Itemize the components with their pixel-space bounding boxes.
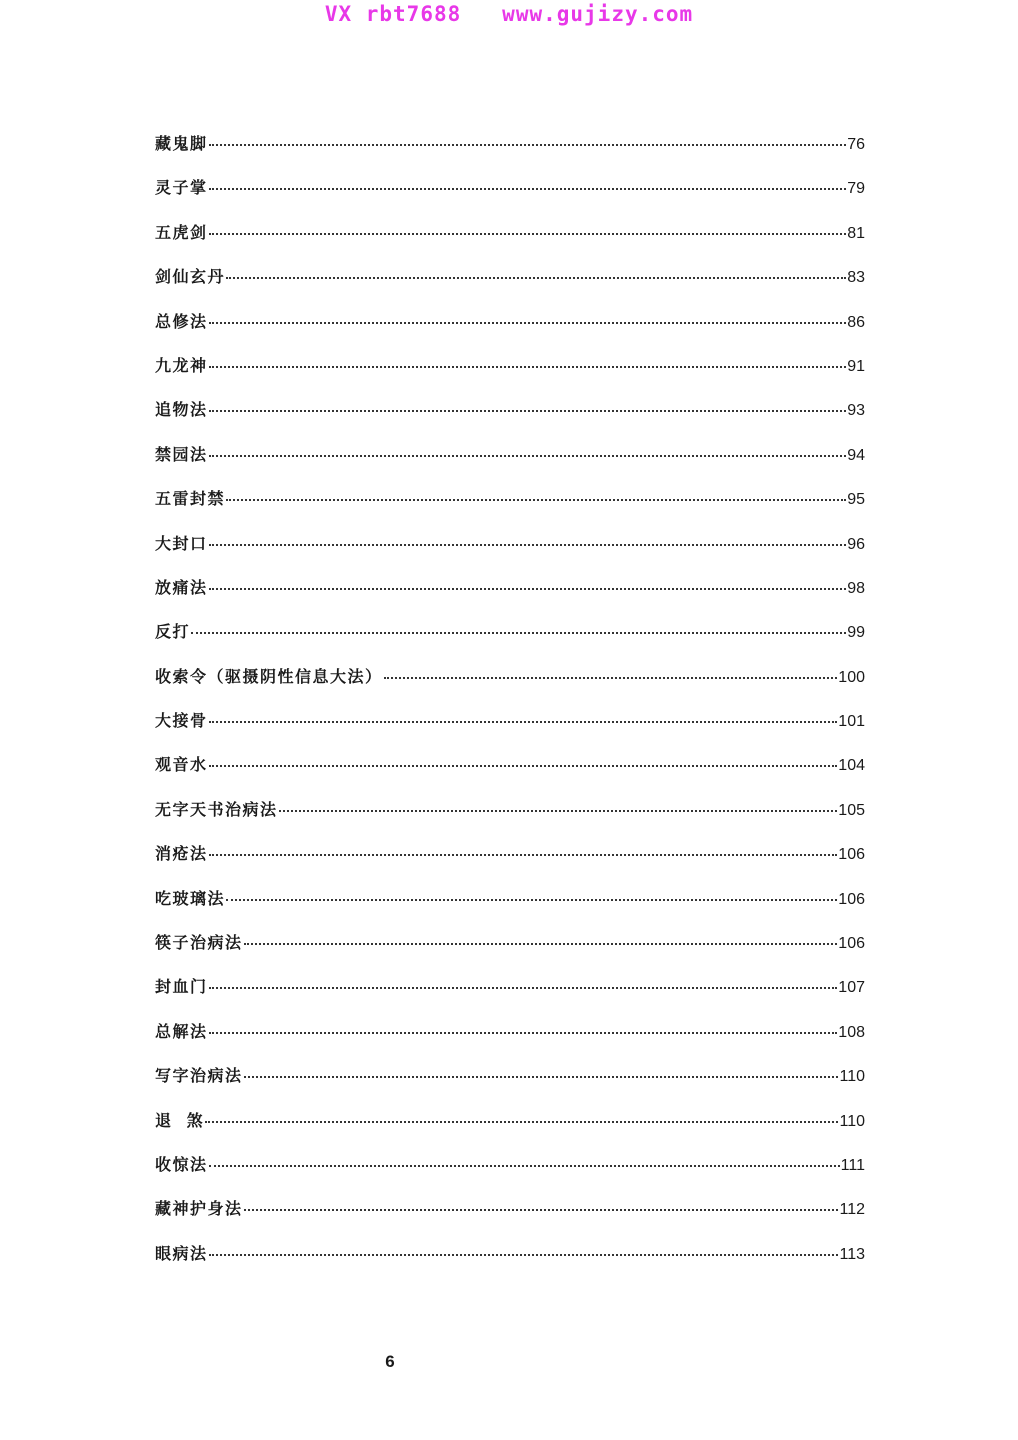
toc-entry-title: 五雷封禁 [155, 489, 226, 509]
dot-leader [209, 986, 838, 989]
toc-entry[interactable] [155, 344, 865, 388]
toc-entry-page: 101 [838, 713, 865, 731]
toc-entry-title: 追物法 [155, 400, 208, 420]
toc-entry-title: 眼病法 [155, 1243, 208, 1263]
toc-entry-page: 83 [847, 269, 865, 287]
dot-leader [209, 321, 847, 324]
dot-leader [209, 143, 847, 146]
dot-leader [209, 232, 847, 235]
toc-entry[interactable] [155, 877, 865, 921]
toc-entry-title: 藏鬼脚 [155, 134, 208, 153]
toc-entry[interactable] [155, 743, 865, 787]
toc-entry[interactable] [155, 522, 865, 566]
toc-entry-title: 大接骨 [155, 711, 208, 731]
toc-entry[interactable] [155, 1232, 865, 1276]
toc-entry-title: 消疮法 [155, 844, 208, 864]
toc-entry-page: 98 [847, 579, 865, 597]
toc-entry-page: 86 [847, 313, 865, 331]
toc-entry[interactable] [155, 655, 865, 699]
dot-leader [384, 676, 838, 679]
toc-entry-title: 写字治病法 [155, 1066, 243, 1086]
toc-entry[interactable] [155, 1099, 865, 1143]
table-of-contents [155, 122, 865, 1276]
dot-leader [226, 898, 837, 901]
toc-entry-page: 76 [847, 136, 865, 153]
toc-entry-title: 禁园法 [155, 444, 208, 464]
toc-entry[interactable] [155, 255, 865, 299]
toc-entry-page: 91 [847, 357, 865, 375]
dot-leader [244, 942, 838, 945]
dot-leader [209, 365, 847, 368]
toc-entry[interactable] [155, 921, 865, 965]
dot-leader [209, 853, 838, 856]
toc-entry[interactable] [155, 300, 865, 344]
toc-entry-title: 大封口 [155, 533, 208, 553]
dot-leader [209, 1031, 838, 1034]
page-number: 6 [385, 1352, 395, 1371]
toc-entry[interactable] [155, 566, 865, 610]
toc-entry-title: 观音水 [155, 755, 208, 775]
dot-leader [209, 454, 847, 457]
toc-entry-page: 105 [838, 801, 865, 819]
dot-leader [226, 276, 846, 279]
toc-entry[interactable] [155, 610, 865, 654]
toc-entry-title: 九龙神 [155, 355, 208, 375]
toc-entry-title: 封血门 [155, 977, 208, 997]
toc-entry[interactable] [155, 211, 865, 255]
toc-entry[interactable] [155, 832, 865, 876]
toc-entry-title: 反打 [155, 622, 191, 642]
toc-entry[interactable] [155, 1054, 865, 1098]
dot-leader [209, 1253, 839, 1256]
toc-entry-page: 110 [839, 1068, 865, 1086]
toc-entry-title: 吃玻璃法 [155, 888, 226, 908]
dot-leader [244, 1208, 839, 1211]
dot-leader [226, 498, 846, 501]
toc-entry[interactable] [155, 122, 865, 166]
toc-entry-title: 总解法 [155, 1021, 208, 1041]
watermark-text: VX rbt7688 www.gujizy.com [324, 2, 694, 26]
dot-leader [209, 587, 847, 590]
toc-entry-page: 111 [840, 1156, 865, 1174]
toc-entry[interactable] [155, 965, 865, 1009]
toc-entry-page: 106 [838, 846, 865, 864]
toc-entry[interactable] [155, 433, 865, 477]
dot-leader [209, 409, 847, 412]
toc-entry-title: 剑仙玄丹 [155, 267, 226, 287]
toc-entry-page: 96 [847, 535, 865, 553]
dot-leader [209, 1164, 840, 1167]
toc-entry-title: 藏神护身法 [155, 1199, 243, 1219]
dot-leader [209, 187, 847, 190]
dot-leader [244, 1075, 839, 1078]
toc-entry-page: 106 [838, 935, 865, 953]
dot-leader [279, 809, 838, 812]
toc-entry[interactable] [155, 788, 865, 832]
toc-entry-title: 总修法 [155, 311, 208, 331]
dot-leader [209, 720, 838, 723]
toc-entry-title: 放痛法 [155, 577, 208, 597]
toc-entry-page: 104 [838, 757, 865, 775]
toc-entry-page: 95 [847, 491, 865, 509]
toc-entry-title: 收惊法 [155, 1154, 208, 1174]
toc-entry-page: 100 [838, 668, 865, 686]
toc-entry-title: 收索令（驱摄阴性信息大法） [155, 666, 383, 686]
dot-leader [209, 764, 838, 767]
toc-entry[interactable] [155, 388, 865, 432]
toc-entry-title: 灵子掌 [155, 178, 208, 198]
toc-entry-title: 筷子治病法 [155, 933, 243, 953]
toc-entry-page: 81 [847, 224, 865, 242]
dot-leader [191, 631, 846, 634]
toc-entry-page: 94 [847, 446, 865, 464]
toc-entry-page: 108 [838, 1023, 865, 1041]
toc-entry[interactable] [155, 1143, 865, 1187]
toc-entry-page: 106 [838, 890, 865, 908]
toc-entry-page: 93 [847, 402, 865, 420]
toc-entry-title: 五虎剑 [155, 222, 208, 242]
toc-entry[interactable] [155, 477, 865, 521]
toc-entry-page: 107 [838, 979, 865, 997]
dot-leader [209, 543, 847, 546]
toc-entry-page: 99 [847, 624, 865, 642]
toc-entry-page: 113 [839, 1245, 865, 1263]
dot-leader [205, 1120, 838, 1123]
toc-entry-page: 110 [839, 1112, 865, 1130]
toc-entry-page: 112 [839, 1201, 865, 1219]
toc-entry[interactable] [155, 166, 865, 210]
toc-entry-title: 退 煞 [155, 1110, 205, 1130]
toc-entry-title: 无字天书治病法 [155, 799, 278, 819]
toc-entry-page: 79 [847, 180, 865, 198]
toc-entry[interactable] [155, 1187, 865, 1231]
toc-entry[interactable] [155, 699, 865, 743]
toc-entry[interactable] [155, 1010, 865, 1054]
